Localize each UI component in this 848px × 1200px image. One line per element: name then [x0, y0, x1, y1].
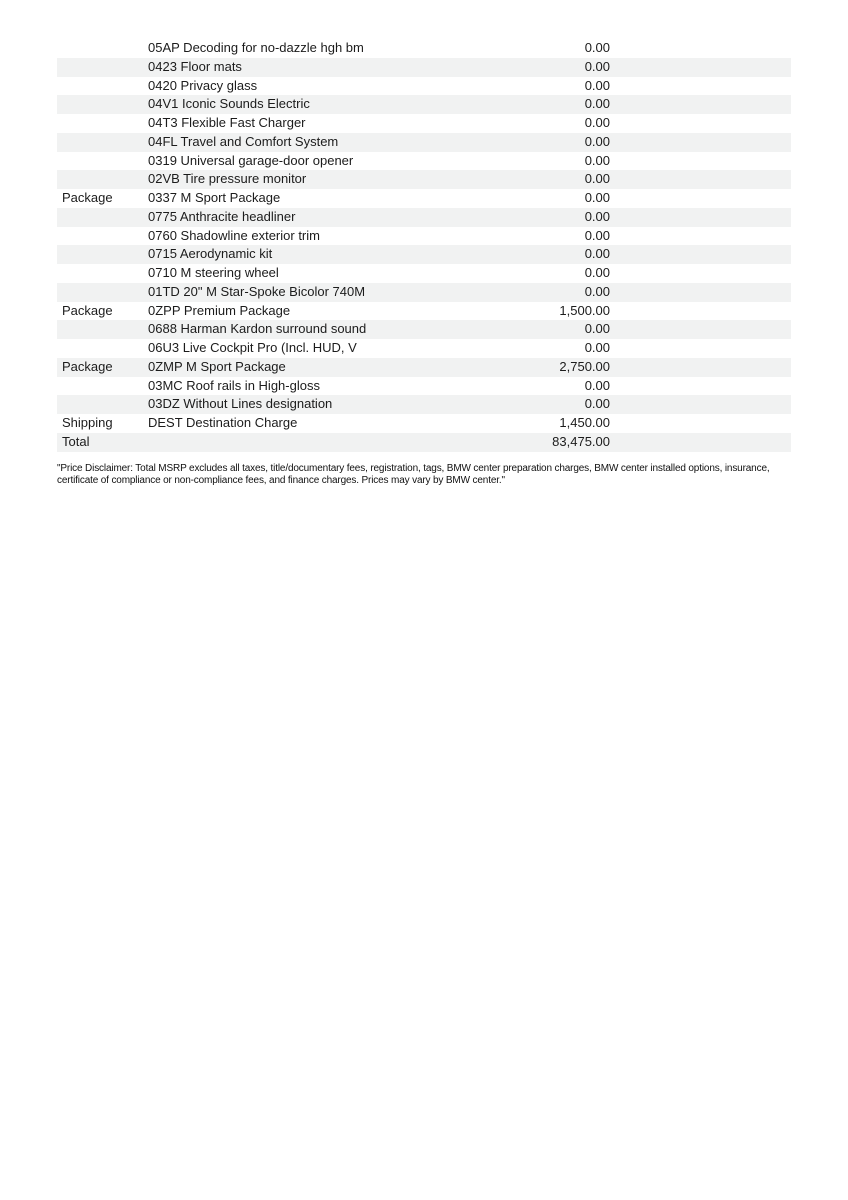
- row-option-description: 05AP Decoding for no-dazzle hgh bm: [148, 40, 364, 55]
- row-option-description: 02VB Tire pressure monitor: [148, 171, 307, 187]
- table-row: [57, 208, 791, 227]
- table-row: [57, 433, 791, 452]
- table-row: [57, 358, 791, 377]
- row-price-value: 1,450.00: [559, 415, 610, 430]
- row-price-value: 0.00: [584, 190, 610, 205]
- row-option-description: 06U3 Live Cockpit Pro (Incl. HUD, V: [148, 340, 357, 355]
- table-row: [57, 339, 791, 358]
- table-row: [57, 39, 791, 58]
- table-row: [57, 377, 791, 396]
- row-price-value: 2,750.00: [559, 358, 610, 374]
- row-price-value: 0.00: [584, 246, 610, 262]
- row-option-description: 0775 Anthracite headliner: [148, 208, 296, 224]
- row-price-value: 0.00: [584, 283, 610, 299]
- row-category-label: Total: [62, 433, 90, 449]
- row-category-label: Package: [62, 358, 113, 374]
- row-price-value: 0.00: [584, 96, 610, 112]
- table-row: [57, 320, 791, 339]
- row-option-description: 04V1 Iconic Sounds Electric: [148, 96, 310, 112]
- row-option-description: 01TD 20" M Star-Spoke Bicolor 740M: [148, 283, 366, 299]
- row-price-value: 0.00: [584, 208, 610, 224]
- row-price-value: 0.00: [584, 396, 610, 412]
- table-row: [57, 414, 791, 433]
- row-price-value: 1,500.00: [559, 302, 610, 318]
- row-price-value: 83,475.00: [552, 433, 610, 449]
- table-row: [57, 95, 791, 114]
- row-option-description: 0423 Floor mats: [148, 58, 242, 74]
- row-price-value: 0.00: [584, 77, 610, 93]
- table-row: [57, 264, 791, 283]
- row-option-description: 0ZMP M Sport Package: [148, 358, 286, 374]
- table-row: [57, 77, 791, 96]
- row-option-description: 04T3 Flexible Fast Charger: [148, 115, 306, 130]
- row-price-value: 0.00: [584, 340, 610, 355]
- row-price-value: 0.00: [584, 58, 610, 74]
- row-price-value: 0.00: [584, 377, 610, 393]
- row-price-value: 0.00: [584, 265, 610, 280]
- row-option-description: 0688 Harman Kardon surround sound: [148, 321, 367, 337]
- row-option-description: 0715 Aerodynamic kit: [148, 246, 273, 262]
- row-price-value: 0.00: [584, 40, 610, 55]
- table-row: [57, 58, 791, 77]
- row-category-label: Shipping: [62, 415, 113, 430]
- table-row: [57, 395, 791, 414]
- row-option-description: 0ZPP Premium Package: [148, 302, 291, 318]
- table-row: [57, 245, 791, 264]
- row-option-description: 03DZ Without Lines designation: [148, 396, 333, 412]
- row-category-label: Package: [62, 302, 113, 318]
- row-option-description: 0319 Universal garage-door opener: [148, 152, 354, 168]
- table-row: [57, 302, 791, 321]
- table-row: [57, 133, 791, 152]
- table-row: [57, 170, 791, 189]
- row-option-description: 0760 Shadowline exterior trim: [148, 227, 320, 243]
- row-price-value: 0.00: [584, 227, 610, 243]
- row-option-description: 0420 Privacy glass: [148, 77, 258, 93]
- row-option-description: DEST Destination Charge: [148, 415, 298, 430]
- row-price-value: 0.00: [584, 152, 610, 168]
- row-option-description: 03MC Roof rails in High-gloss: [148, 377, 320, 393]
- table-row: [57, 114, 791, 133]
- vehicle-options-table: [57, 39, 791, 452]
- table-row: [57, 227, 791, 246]
- table-row: [57, 283, 791, 302]
- table-row: [57, 189, 791, 208]
- row-price-value: 0.00: [584, 171, 610, 187]
- row-option-description: 04FL Travel and Comfort System: [148, 133, 339, 149]
- row-category-label: Package: [62, 190, 113, 205]
- row-price-value: 0.00: [584, 321, 610, 337]
- row-option-description: 0337 M Sport Package: [148, 190, 281, 205]
- row-price-value: 0.00: [584, 133, 610, 149]
- table-row: [57, 152, 791, 171]
- row-price-value: 0.00: [584, 115, 610, 130]
- row-option-description: 0710 M steering wheel: [148, 265, 279, 280]
- price-disclaimer: "Price Disclaimer: Total MSRP excludes all taxes, title/documentary fees, registration, tags, BMW center preparation charges, BMW center installed options, insurance, certificate of compliance or non-compliance fees, and finance charges. Prices may vary by BMW center.": [57, 463, 770, 486]
